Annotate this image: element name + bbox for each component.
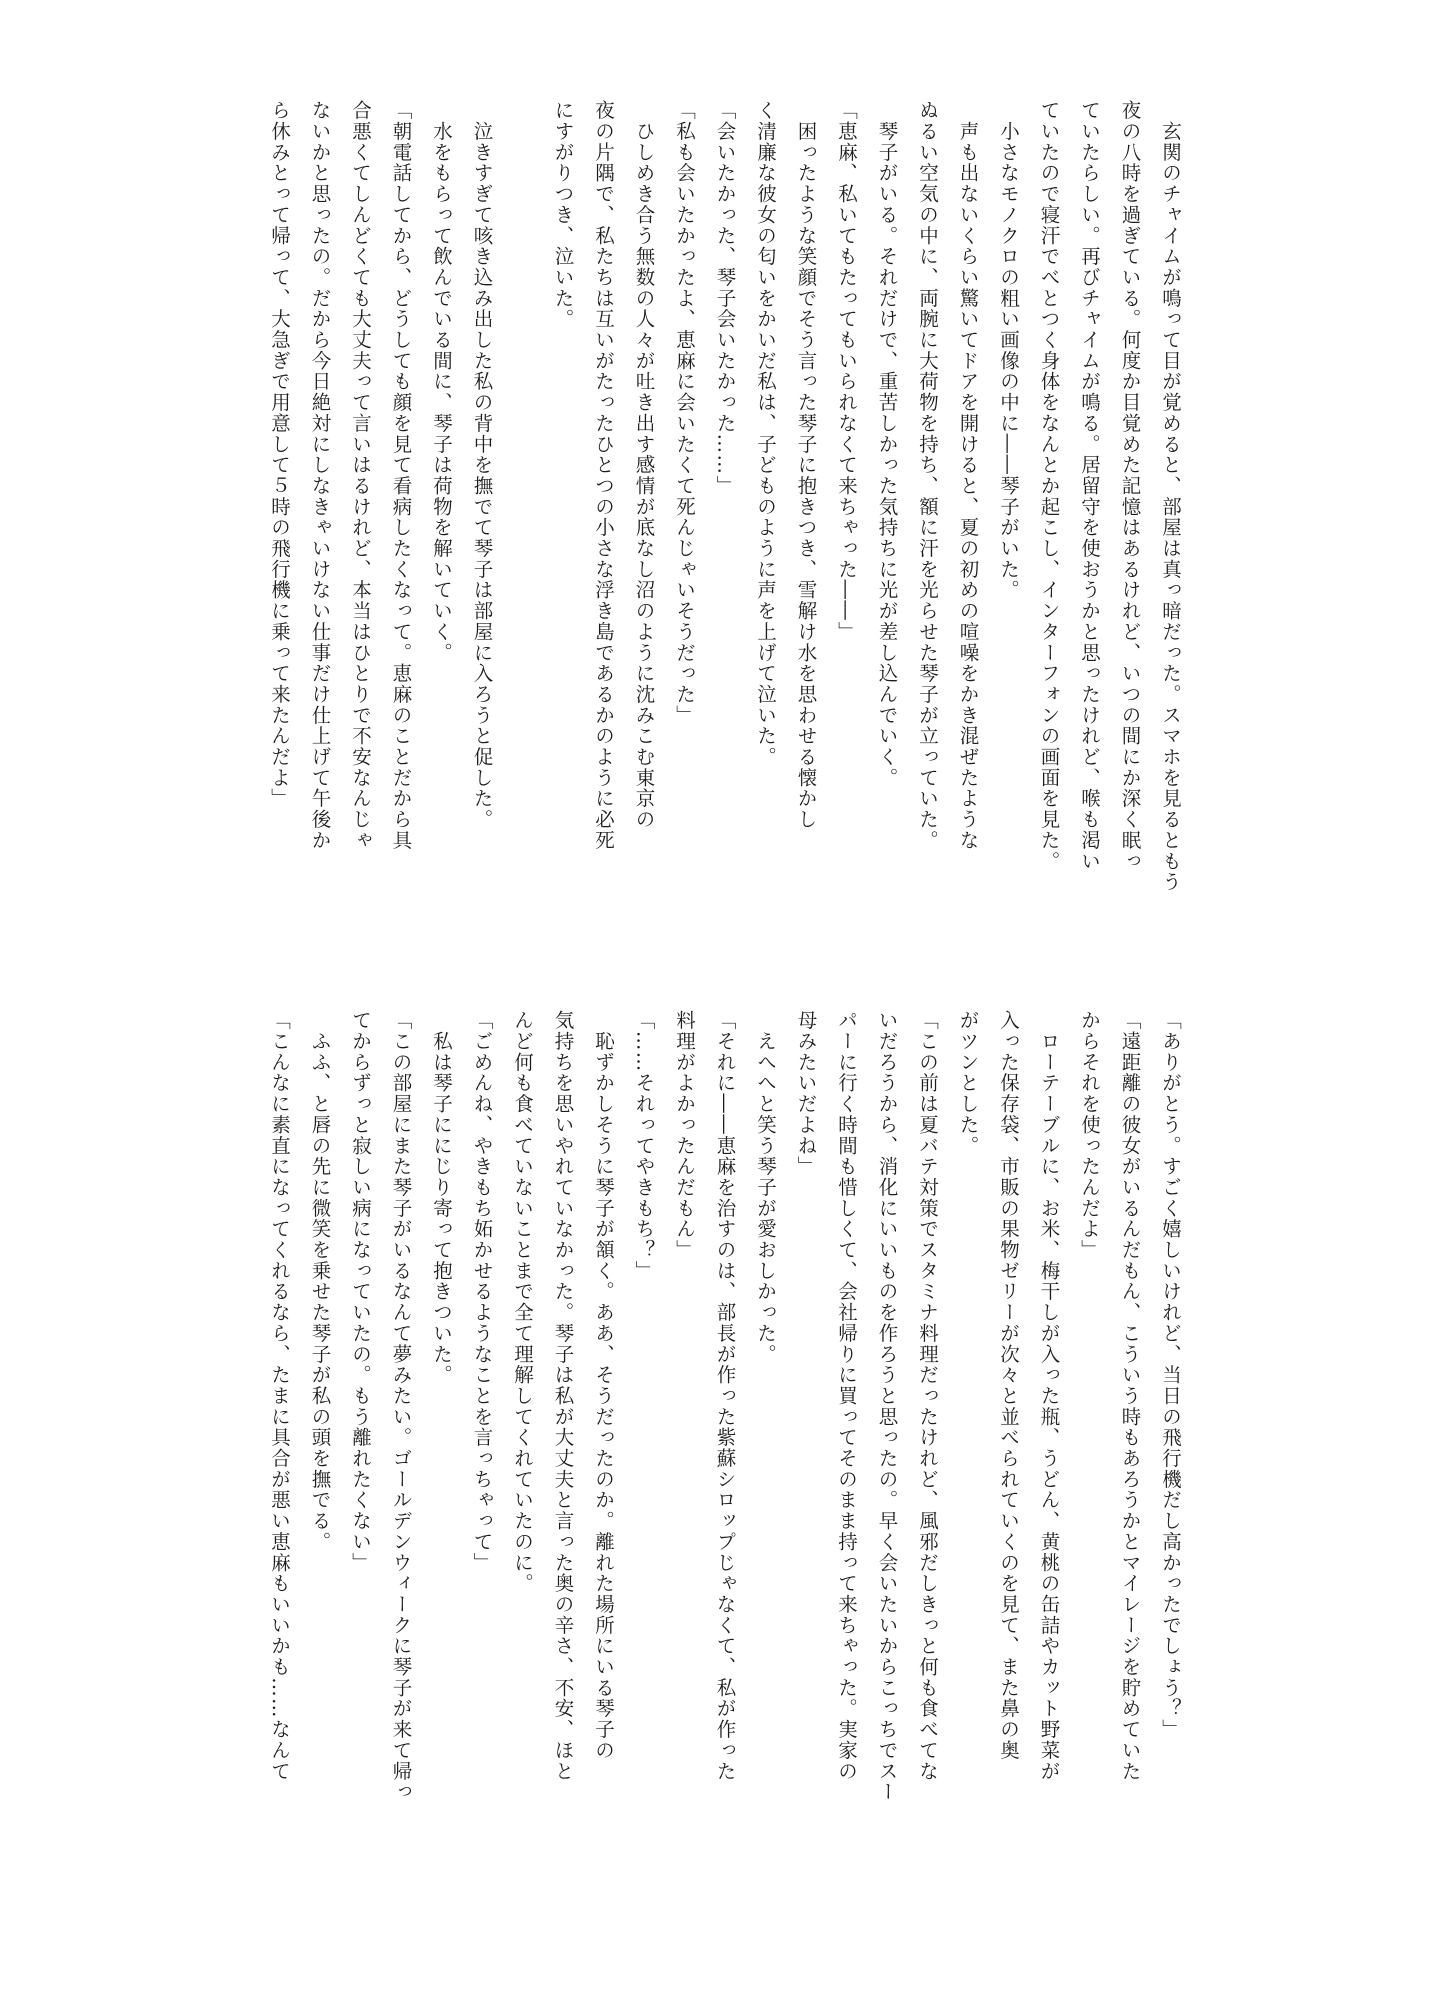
text-line: ふふ、と唇の先に微笑を乗せた琴子が私の頭を撫でる。 — [308, 1010, 332, 1553]
text-line: 「遠距離の彼女がいるんだもん、こういう時もあろうかとマイレージを貯めていた — [1118, 1010, 1142, 1782]
text-line: 声も出ないくらい驚いてドアを開けると、夏の初めの喧噪をかき混ぜたような — [956, 100, 980, 851]
text-line: 玄関のチャイムが鳴って目が覚めると、部屋は真っ暗だった。スマホを見るともう — [1159, 100, 1182, 893]
text-line: ないかと思ったの。だから今日絶対にしなきゃいけない仕事だけ仕上げて午後か — [308, 100, 332, 851]
text-line: がツンとした。 — [956, 1010, 980, 1156]
text-line: いだろうから、消化にいいものを作ろうと思ったの。早く会いたいからこっちでスー — [875, 1010, 899, 1803]
text-line: 琴子がいる。それだけで、重苦しかった気持ちに光が差し込んでいく。 — [875, 100, 899, 789]
text-line: 「こんなに素直になってくれるなら、たまに具合が悪い恵麻もいいかも……なんて — [268, 1010, 291, 1782]
text-line: 夜の片隅で、私たちは互いがたったひとつの小さな浮き島であるかのように必死 — [592, 100, 615, 851]
text-line: ローテーブルに、お米、梅干しが入った瓶、うどん、黄桃の缶詰やカット野菜が — [1037, 1010, 1061, 1782]
text-line: ていたので寝汗でべとつく身体をなんとか起こし、インターフォンの画面を見た。 — [1037, 100, 1061, 872]
text-line: 「この部屋にまた琴子がいるなんて夢みたい。ゴールデンウィークに琴子が来て帰っ — [389, 1010, 413, 1803]
text-line: 料理がよかったんだもん」 — [673, 1010, 696, 1261]
text-line: 入った保存袋、市販の果物ゼリーが次々と並べられていくのを見て、また鼻の奥 — [997, 1010, 1020, 1761]
text-line: 「ごめんね、やきもち妬かせるようなことを言っちゃって」 — [470, 1010, 494, 1573]
text-line: 水をもらって飲んでいる間に、琴子は荷物を解いていく。 — [430, 100, 453, 663]
text-line: 「朝電話してから、どうしても顔を見て看病したくなって。恵麻のことだから具 — [389, 100, 413, 851]
text-line: 「恵麻、私いてもたってもいられなくて来ちゃった――」 — [835, 100, 858, 643]
text-line: 気持ちを思いやれていなかった。琴子は私が大丈夫と言った奥の辛さ、不安、ほと — [551, 1010, 575, 1782]
text-line: ひしめき合う無数の人々が吐き出す感情が底なし沼のように沈みこむ東京の — [632, 100, 656, 830]
text-line: ら休みとって帰って、大急ぎで用意して５時の飛行機に乗って来たんだよ」 — [268, 100, 291, 809]
text-line: 泣きすぎて咳き込み出した私の背中を撫でて琴子は部屋に入ろうと促した。 — [470, 100, 494, 830]
text-line: 小さなモノクロの粗い画像の中に――琴子がいた。 — [997, 100, 1020, 601]
text-line: 「この前は夏バテ対策でスタミナ料理だったけれど、風邪だしきっと何も食べてな — [916, 1010, 939, 1782]
text-line: 「……それってやきもち？」 — [632, 1010, 656, 1282]
text-line: 「ありがとう。すごく嬉しいけれど、当日の飛行機だし高かったでしょう？」 — [1159, 1010, 1182, 1740]
text-line: ていたらしい。再びチャイムが鳴る。居留守を使おうかと思ったけれど、喉も渇い — [1078, 100, 1101, 872]
text-line: 「会いたかった、琴子会いたかった……」 — [713, 100, 737, 497]
text-line: からそれを使ったんだよ」 — [1078, 1010, 1101, 1261]
text-line: 「私も会いたかったよ、恵麻に会いたくて死んじゃいそうだった」 — [673, 100, 696, 726]
text-line: んど何も食べていないことまで全て理解してくれていたのに。 — [511, 1010, 534, 1594]
text-line: 私は琴子ににじり寄って抱きついた。 — [430, 1010, 453, 1386]
blank-line — [502, 100, 543, 940]
text-line: 合悪くてしんどくても大丈夫って言いはるけれど、本当はひとりで不安なんじゃ — [349, 100, 372, 851]
text-line: く清廉な彼女の匂いをかいだ私は、子どものように声を上げて泣いた。 — [754, 100, 777, 768]
text-line: にすがりつき、泣いた。 — [551, 100, 575, 330]
text-line: 夜の八時を過ぎている。何度か目覚めた記憶はあるけれど、いつの間にか深く眠っ — [1118, 100, 1142, 872]
text-line: てからずっと寂しい病になっていたの。もう離れたくない」 — [349, 1010, 372, 1573]
text-line: 母みたいだよね」 — [794, 1010, 818, 1177]
text-line: 「それに――恵麻を治すのは、部長が作った紫蘇シロップじゃなくて、私が作った — [713, 1010, 737, 1782]
text-line: 恥ずかしそうに琴子が頷く。ああ、そうだったのか。離れた場所にいる琴子の — [592, 1010, 615, 1761]
text-line: パーに行く時間も惜しくて、会社帰りに買ってそのまま持って来ちゃった。実家の — [835, 1010, 858, 1782]
upper-text-block — [170, 100, 1190, 940]
text-line: ぬるい空気の中に、両腕に大荷物を持ち、額に汗を光らせた琴子が立っていた。 — [916, 100, 939, 851]
text-line: 困ったような笑顔でそう言った琴子に抱きつき、雪解け水を思わせる懐かし — [794, 100, 818, 830]
lower-text-block — [170, 1010, 1190, 1850]
text-line: えへへと笑う琴子が愛おしかった。 — [754, 1010, 777, 1365]
